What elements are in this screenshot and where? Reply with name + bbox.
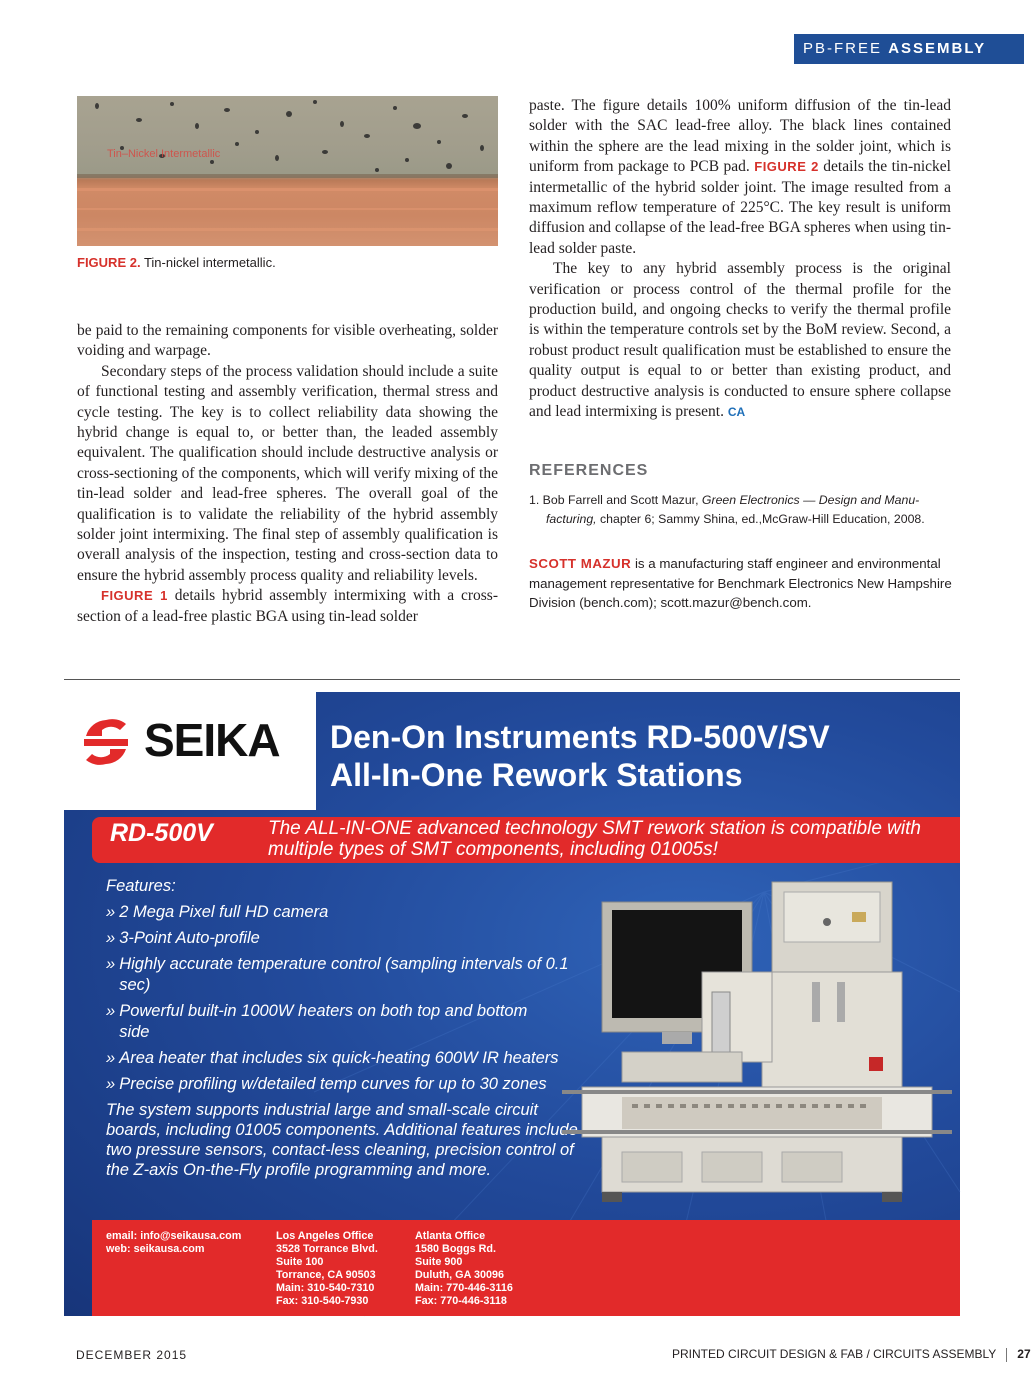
paragraph-text: details the tin-nickel intermetallic of the hybrid solder joint. The image resulted from a maximum reflow temperature of 225°C. The key result is uniform diffusion and collapse of the lead-free BGA spheres when using tin-lead solder paste.: [529, 158, 951, 257]
contact-online: [106, 1230, 241, 1256]
feature-text: 2 Mega Pixel full HD camera: [119, 903, 329, 921]
seika-logo-panel: [64, 692, 316, 810]
reference-title-cont: facturing,: [546, 511, 597, 526]
office-line: Main: 770-446-3116: [415, 1282, 513, 1294]
features-heading: Features:: [106, 877, 176, 895]
model-banner: [92, 817, 960, 863]
figure-2-caption-label: FIGURE 2.: [77, 255, 141, 270]
office-line: Suite 100: [276, 1256, 324, 1268]
bullet: »: [106, 1075, 116, 1093]
office-line: Suite 900: [415, 1256, 463, 1268]
rework-station-image: [562, 882, 952, 1212]
web-link[interactable]: web: seikausa.com: [106, 1243, 205, 1255]
references-heading: REFERENCES: [529, 462, 649, 479]
features-list: [106, 876, 586, 1180]
figure-2-caption: [77, 255, 276, 270]
feature-item: [106, 1074, 586, 1095]
figure-2-image: [77, 96, 498, 246]
figure-1-reference: FIGURE 1: [101, 588, 168, 604]
figure-2-inset-label: Tin–Nickel Intermetallic: [107, 148, 221, 160]
seika-advertisement: [64, 692, 960, 1316]
figure-2-caption-text: Tin-nickel intermetallic.: [140, 255, 276, 270]
feature-text: Highly accurate temperature control (sampling intervals of 0.1 sec): [119, 955, 569, 994]
feature-text: 3-Point Auto-profile: [119, 929, 260, 947]
atlanta-office: [415, 1230, 513, 1308]
paragraph: be paid to the remaining components for visible overheating, solder voiding and warpage.: [77, 322, 498, 360]
office-line: Atlanta Office: [415, 1230, 486, 1242]
end-mark: CA: [727, 405, 746, 420]
paragraph: [529, 96, 951, 259]
paragraph: Secondary steps of the process validation should include a suite of functional testing and assembly verification, thermal stress and cycle testing. The key is to collect reliability data showing the hybrid change is equal to, or better than, the leaded assembly equivalent. The qualification should include destructive analysis or cross-sectioning of the components, which will verify mixing of the tin-lead solder and lead-free spheres. The overall goal of the qualification is to validate the reliability of the hybrid assembly solder joint intermixing. The final step of assembly qualification is overall analysis of the inspection, testing and cross-section data to ensure the hybrid assembly process quality and reliability levels.: [77, 362, 498, 584]
page-number: 27: [1017, 1347, 1031, 1361]
model-name: RD-500V: [110, 819, 213, 847]
contact-banner: [92, 1220, 960, 1316]
ad-summary: The system supports industrial large and small-scale circuit boards, including 01005 components. Additional features include two pressure sensors, contact-less cleaning, precision control of the Z-axis On-the-Fly profile programming and more.: [106, 1101, 578, 1179]
seika-logo-icon: [80, 716, 132, 768]
los-angeles-office: [276, 1230, 378, 1308]
reference-details: chapter 6; Sammy Shina, ed.,McGraw-Hill Education, 2008.: [596, 511, 925, 526]
bullet: »: [106, 929, 116, 947]
office-line: Torrance, CA 90503: [276, 1269, 376, 1281]
paragraph-text: paste. The figure details 100% uniform diffusion of the tin-lead solder with the SAC lead-free alloy. The black lines contained within the sphere are the lead mixing in the solder joint, which is uniform from package to PCB pad.: [529, 97, 951, 176]
footer-separator: [1006, 1348, 1007, 1362]
paragraph-text: The key to any hybrid assembly process is the original verification or process control of the thermal profile for the production build, and ongoing checks to verify the thermal profile is within the temperature controls set by the BoM review. Second, a robust product result qualification must be established to ensure the quality output is equal to or better than existing product, and product destructive analysis is conducted to ensure sphere collapse and lead intermixing is present.: [529, 260, 951, 421]
office-line: Fax: 770-446-3118: [415, 1295, 507, 1307]
ad-headline: [330, 718, 950, 794]
article-column-left: [77, 321, 498, 627]
section-tag-light: PB-FREE: [803, 40, 889, 57]
feature-item: [106, 1048, 586, 1069]
bullet: »: [106, 955, 116, 973]
reference-title: Green Electronics — Design and Manu-: [701, 493, 920, 507]
office-line: Main: 310-540-7310: [276, 1282, 375, 1294]
reference-authors: 1. Bob Farrell and Scott Mazur,: [529, 493, 702, 507]
paragraph: [77, 586, 498, 627]
ad-headline-line1: Den-On Instruments RD-500V/SV: [330, 719, 830, 755]
office-line: 3528 Torrance Blvd.: [276, 1243, 378, 1255]
bullet: »: [106, 903, 116, 921]
bullet: »: [106, 1049, 116, 1067]
section-tag-bold: ASSEMBLY: [888, 40, 987, 57]
reference-item: [529, 491, 959, 528]
figure-2-reference: FIGURE 2: [754, 159, 819, 175]
office-line: Duluth, GA 30096: [415, 1269, 504, 1281]
micrograph-texture: [77, 96, 498, 246]
bullet: »: [106, 1002, 116, 1020]
ad-headline-line2: All-In-One Rework Stations: [330, 757, 743, 793]
section-tag: [794, 34, 1024, 64]
feature-text: Powerful built-in 1000W heaters on both top and bottom side: [119, 1002, 528, 1041]
feature-item: [106, 1001, 586, 1043]
paragraph-text: details hybrid assembly intermixing with a cross-section of a lead-free plastic BGA using tin-lead solder: [77, 587, 498, 625]
feature-text: Area heater that includes six quick-heating 600W IR heaters: [119, 1049, 559, 1067]
feature-item: [106, 954, 586, 996]
feature-text: Precise profiling w/detailed temp curves for up to 30 zones: [119, 1075, 547, 1093]
office-line: 1580 Boggs Rd.: [415, 1243, 496, 1255]
email-link[interactable]: email: info@seikausa.com: [106, 1230, 242, 1242]
paragraph: [529, 259, 951, 422]
office-line: Los Angeles Office: [276, 1230, 374, 1242]
office-line: Fax: 310-540-7930: [276, 1295, 369, 1307]
feature-item: [106, 928, 586, 949]
feature-item: [106, 902, 586, 923]
publication-name: PRINTED CIRCUIT DESIGN & FAB / CIRCUITS ASSEMBLY: [672, 1347, 997, 1361]
seika-logo-text: SEIKA: [144, 714, 280, 766]
model-description: The ALL-IN-ONE advanced technology SMT rework station is compatible with multiple types of SMT components, including 01005s!: [268, 818, 921, 860]
author-name: SCOTT MAZUR: [529, 556, 632, 571]
article-column-right: [529, 96, 951, 423]
author-bio: [529, 554, 959, 613]
author-bio-text: is a manufacturing staff engineer and environmental management representative for Benchmark Electronics New Hampshire Division (bench.com); scott.mazur@bench.com.: [529, 556, 952, 610]
publication-footer: [672, 1347, 1031, 1362]
divider: [64, 679, 960, 680]
issue-date: DECEMBER 2015: [76, 1348, 188, 1362]
